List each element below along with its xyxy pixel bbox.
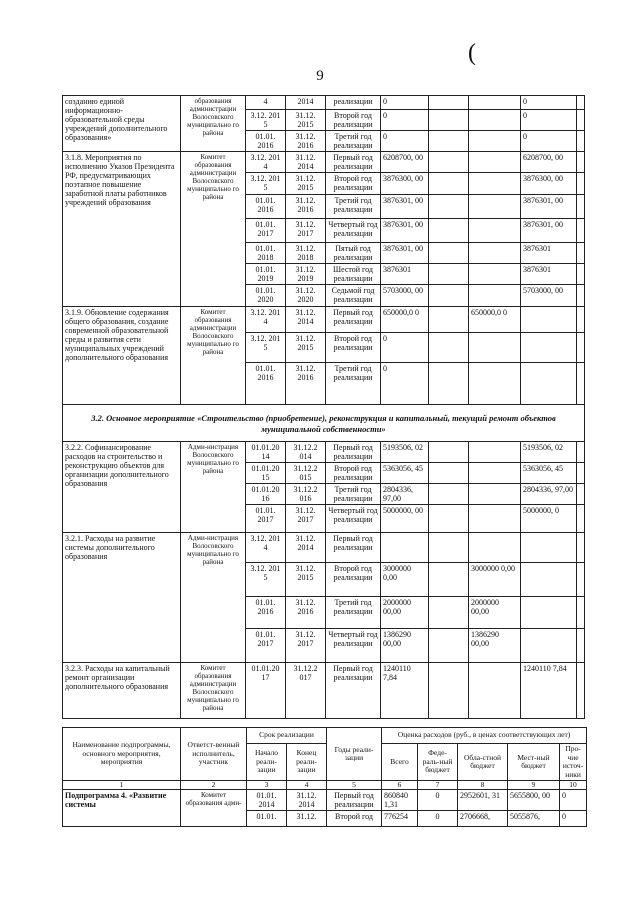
end-date: 31.12. 2017 (286, 505, 326, 533)
local-amount (521, 629, 577, 663)
header-costs: Оценка расходов (руб., в ценах соответствующих лет) (382, 728, 587, 744)
regional-amount (469, 442, 521, 463)
federal-amount (429, 307, 469, 333)
col-number: 2 (181, 781, 247, 790)
federal-amount (429, 505, 469, 533)
start-date: 01.01. (247, 811, 287, 827)
executor: Комитет образования администрации Волосовского муниципально го района (181, 152, 246, 307)
start-date: 01.01. 2018 (246, 243, 286, 264)
end-date: 31.12. 2020 (286, 285, 326, 307)
other-amount (577, 195, 585, 219)
start-date: 01.01. 2017 (246, 629, 286, 663)
local-amount: 1240110 7,84 (521, 663, 577, 719)
local-amount: 0 (521, 110, 577, 131)
total-amount: 776254 (382, 811, 418, 827)
end-date: 31.12. 2016 (286, 131, 326, 152)
federal-amount (429, 152, 469, 173)
total-amount: 0 (381, 131, 429, 152)
other-amount (577, 285, 585, 307)
local-amount: 3876301 (521, 264, 577, 285)
regional-amount (469, 505, 521, 533)
end-date: 31.12. 2015 (286, 110, 326, 131)
end-date: 2014 (286, 96, 326, 110)
federal-amount: 0 (418, 811, 458, 827)
total-amount: 3876301, 00 (381, 219, 429, 243)
table-row (63, 307, 585, 333)
header-total: Всего (382, 744, 418, 781)
local-amount: 5193506, 02 (521, 442, 577, 463)
col-number: 8 (458, 781, 508, 790)
header-regional: Обла-стной бюджет (458, 744, 508, 781)
regional-amount (469, 131, 521, 152)
activity-name: созданию единой информационно-образовательной среды учреждений дополнительного образования» (63, 96, 181, 152)
regional-amount: 2000000 00,00 (469, 597, 521, 629)
header-start: Начало реали-зации (247, 744, 287, 781)
start-date: 01.01. 2017 (246, 505, 286, 533)
implementation-year: Третий год реализации (326, 363, 381, 405)
executor: Адми-нистрация Волосовского муниципально го района (181, 442, 246, 533)
other-amount (577, 152, 585, 173)
regional-amount (469, 463, 521, 484)
start-date: 4 (246, 96, 286, 110)
start-date: 01.01. 2019 (246, 264, 286, 285)
implementation-year: Третий год реализации (326, 597, 381, 629)
activity-name: 3.1.9. Обновление содержания общего образования, создание современной образовательной среды и развития сети муниципальных учреждений дополнительного образования (63, 307, 181, 405)
local-amount: 3876300, 00 (521, 173, 577, 195)
executor: Комитет образования администрации Волосовского муниципально го района (181, 307, 246, 405)
local-amount: 3876301 (521, 243, 577, 264)
activity-name: 3.2.1. Расходы на развитие системы дополнительного образования (63, 533, 181, 663)
end-date: 31.12. 2016 (286, 597, 326, 629)
regional-amount (469, 110, 521, 131)
implementation-year: Второй год реализации (326, 563, 381, 597)
start-date: 01.01. 2020 (246, 285, 286, 307)
local-amount (521, 307, 577, 333)
implementation-year: Первый год реализации (326, 152, 381, 173)
implementation-year: Шестой год реализации (326, 264, 381, 285)
end-date: 31.12. 2014 (286, 307, 326, 333)
total-amount: 5363056, 45 (381, 463, 429, 484)
local-amount (521, 333, 577, 363)
end-date: 31.12. 2014 (286, 533, 326, 563)
end-date: 31.12. 2017 (286, 219, 326, 243)
end-date: 31.12. 2019 (286, 264, 326, 285)
regional-amount: 2706668, (458, 811, 508, 827)
start-date: 01.01.20 16 (246, 484, 286, 505)
end-date: 31.12.2 014 (286, 442, 326, 463)
federal-amount (429, 195, 469, 219)
end-date: 31.12.2 016 (286, 484, 326, 505)
local-amount: 5703000, 00 (521, 285, 577, 307)
program-table-bottom (62, 727, 587, 827)
total-amount: 2000000 00,00 (381, 597, 429, 629)
regional-amount: 1386290 00,00 (469, 629, 521, 663)
federal-amount (429, 333, 469, 363)
total-amount: 0 (381, 110, 429, 131)
end-date: 31.12. 2014 (287, 790, 327, 811)
local-amount (521, 533, 577, 563)
federal-amount (429, 563, 469, 597)
federal-amount (429, 243, 469, 264)
end-date: 31.12. 2018 (286, 243, 326, 264)
start-date: 01.01.20 14 (246, 442, 286, 463)
federal-amount (429, 629, 469, 663)
federal-amount (429, 663, 469, 719)
other-amount (577, 597, 585, 629)
federal-amount (429, 285, 469, 307)
federal-amount (429, 484, 469, 505)
regional-amount (469, 243, 521, 264)
other-amount (577, 131, 585, 152)
local-amount: 5000000, 0 (521, 505, 577, 533)
corner-mark: ( (468, 40, 476, 66)
local-amount: 5655800, 00 (508, 790, 560, 811)
table-row (63, 442, 585, 463)
total-amount: 2804336, 97,00 (381, 484, 429, 505)
start-date: 3.12. 201 4 (246, 152, 286, 173)
local-amount: 0 (521, 96, 577, 110)
regional-amount (469, 363, 521, 405)
total-amount: 0 (381, 363, 429, 405)
regional-amount (469, 484, 521, 505)
other-amount (577, 442, 585, 463)
regional-amount (469, 96, 521, 110)
total-amount: 5193506, 02 (381, 442, 429, 463)
implementation-year: Первый год реализации (326, 307, 381, 333)
executor: Комитет образования адми- (181, 790, 247, 827)
start-date: 01.01.20 15 (246, 463, 286, 484)
total-amount: 1386290 00,00 (381, 629, 429, 663)
start-date: 3.12. 201 5 (246, 173, 286, 195)
other-amount (577, 333, 585, 363)
implementation-year: Пятый год реализации (326, 243, 381, 264)
other-amount (577, 307, 585, 333)
end-date: 31.12. 2014 (286, 152, 326, 173)
activity-name: 3.1.8. Мероприятия по исполнению Указов Президента РФ, предусматривающих поэтапное повышение заработной платы работников учреждений образования (63, 152, 181, 307)
table-row (63, 152, 585, 173)
activity-name: Подпрограмма 4. «Развитие системы (63, 790, 181, 827)
table-row (63, 96, 585, 110)
executor: Адми-нистрация Волосовского муниципально го района (181, 533, 246, 663)
total-amount: 5000000, 00 (381, 505, 429, 533)
col-number: 5 (327, 781, 382, 790)
total-amount: 3876301, 00 (381, 195, 429, 219)
section-heading-row (63, 405, 585, 442)
regional-amount (469, 219, 521, 243)
federal-amount (429, 131, 469, 152)
implementation-year: Третий год реализации (326, 484, 381, 505)
federal-amount: 0 (418, 790, 458, 811)
implementation-year: Второй год реализации (326, 173, 381, 195)
start-date: 01.01. 2016 (246, 131, 286, 152)
implementation-year: Четвертый год реализации (326, 219, 381, 243)
local-amount: 3876301, 00 (521, 195, 577, 219)
federal-amount (429, 533, 469, 563)
other-amount (577, 484, 585, 505)
start-date: 3.12. 201 5 (246, 333, 286, 363)
other-amount (577, 533, 585, 563)
header-executor: Ответст-венный исполнитель, участник (181, 728, 247, 781)
regional-amount (469, 264, 521, 285)
federal-amount (429, 110, 469, 131)
other-amount (577, 629, 585, 663)
table-row (63, 790, 587, 811)
federal-amount (429, 219, 469, 243)
col-number: 6 (382, 781, 418, 790)
header-name: Наименование подпрограммы, основного мероприятия, мероприятия (63, 728, 181, 781)
executor: образования администрации Волосовского муниципально го района (181, 96, 246, 152)
other-amount (577, 219, 585, 243)
col-number: 10 (560, 781, 587, 790)
regional-amount (469, 195, 521, 219)
other-amount: 0 (560, 811, 587, 827)
federal-amount (429, 597, 469, 629)
local-amount: 5363056, 45 (521, 463, 577, 484)
implementation-year: Второй год реализации (326, 333, 381, 363)
other-amount (577, 463, 585, 484)
col-number: 3 (247, 781, 287, 790)
col-number: 1 (63, 781, 181, 790)
other-amount (577, 173, 585, 195)
other-amount (577, 243, 585, 264)
table-row (63, 663, 585, 719)
implementation-year: Второй год (327, 811, 382, 827)
header-end: Конец реали-зации (287, 744, 327, 781)
header-federal: Феде-раль-ный бюджет (418, 744, 458, 781)
other-amount (577, 96, 585, 110)
total-amount: 5703000, 00 (381, 285, 429, 307)
implementation-year: Второй год реализации (326, 463, 381, 484)
end-date: 31.12. 2015 (286, 173, 326, 195)
executor: Комитет образования администрации Волосовского муниципально го района (181, 663, 246, 719)
total-amount: 0 (381, 333, 429, 363)
implementation-year: Первый год реализации (326, 533, 381, 563)
total-amount: 3876301 (381, 264, 429, 285)
end-date: 31.12. (287, 811, 327, 827)
total-amount: 860840 1,31 (382, 790, 418, 811)
local-amount (521, 363, 577, 405)
start-date: 01.01. 2016 (246, 195, 286, 219)
local-amount: 2804336, 97,00 (521, 484, 577, 505)
implementation-year: Первый год реализации (326, 442, 381, 463)
federal-amount (429, 96, 469, 110)
implementation-year: Второй год реализации (326, 110, 381, 131)
federal-amount (429, 463, 469, 484)
other-amount (577, 505, 585, 533)
start-date: 01.01. 2014 (247, 790, 287, 811)
total-amount: 3876300, 00 (381, 173, 429, 195)
end-date: 31.12.2 017 (286, 663, 326, 719)
page-number: 9 (316, 68, 324, 84)
other-amount (577, 264, 585, 285)
total-amount: 1240110 7,84 (381, 663, 429, 719)
start-date: 01.01.20 17 (246, 663, 286, 719)
implementation-year: Первый год реализации (327, 790, 382, 811)
start-date: 3.12. 201 4 (246, 533, 286, 563)
other-amount (577, 110, 585, 131)
federal-amount (429, 264, 469, 285)
regional-amount (469, 173, 521, 195)
end-date: 31.12. 2017 (286, 629, 326, 663)
implementation-year: Третий год реализации (326, 131, 381, 152)
end-date: 31.12. 2015 (286, 333, 326, 363)
implementation-year: Первый год реализации (326, 663, 381, 719)
program-table-top (62, 95, 585, 719)
end-date: 31.12. 2016 (286, 363, 326, 405)
header-years: Годы реали-зации (327, 728, 382, 781)
other-amount (577, 663, 585, 719)
regional-amount (469, 152, 521, 173)
regional-amount (469, 663, 521, 719)
implementation-year: Четвертый год реализации (326, 505, 381, 533)
header-local: Мест-ный бюджет (508, 744, 560, 781)
start-date: 3.12. 201 5 (246, 110, 286, 131)
other-amount (577, 563, 585, 597)
total-amount: 650000,0 0 (381, 307, 429, 333)
federal-amount (429, 363, 469, 405)
regional-amount: 3000000 0,00 (469, 563, 521, 597)
table-row (63, 533, 585, 563)
local-amount: 5055876, (508, 811, 560, 827)
local-amount: 6208700, 00 (521, 152, 577, 173)
col-number: 7 (418, 781, 458, 790)
regional-amount (469, 285, 521, 307)
total-amount (381, 533, 429, 563)
start-date: 3.12. 201 5 (246, 563, 286, 597)
local-amount: 0 (521, 131, 577, 152)
col-number: 9 (508, 781, 560, 790)
end-date: 31.12.2 015 (286, 463, 326, 484)
start-date: 01.01. 2016 (246, 597, 286, 629)
section-heading: 3.2. Основное мероприятие «Строительство (приобретение), реконструкция и капитальный, текущий ремонт объектов муниципальной собственности» (63, 405, 585, 442)
start-date: 01.01. 2016 (246, 363, 286, 405)
other-amount (577, 363, 585, 405)
implementation-year: реализации (326, 96, 381, 110)
col-number: 4 (287, 781, 327, 790)
regional-amount (469, 533, 521, 563)
total-amount: 0 (381, 96, 429, 110)
activity-name: 3.2.2. Софинансирование расходов на строительство и реконструкцию объектов для организации дополнительного образования (63, 442, 181, 533)
implementation-year: Седьмой год реализации (326, 285, 381, 307)
total-amount: 6208700, 00 (381, 152, 429, 173)
start-date: 01.01. 2017 (246, 219, 286, 243)
regional-amount (469, 333, 521, 363)
header-other: Про-чие источ-ники (560, 744, 587, 781)
total-amount: 3876301, 00 (381, 243, 429, 264)
federal-amount (429, 173, 469, 195)
local-amount: 3876301, 00 (521, 219, 577, 243)
other-amount: 0 (560, 790, 587, 811)
end-date: 31.12. 2015 (286, 563, 326, 597)
implementation-year: Четвертый год реализации (326, 629, 381, 663)
header-period: Срок реализации (247, 728, 327, 744)
local-amount (521, 563, 577, 597)
implementation-year: Третий год реализации (326, 195, 381, 219)
local-amount (521, 597, 577, 629)
total-amount: 3000000 0,00 (381, 563, 429, 597)
regional-amount: 650000,0 0 (469, 307, 521, 333)
federal-amount (429, 442, 469, 463)
regional-amount: 2952601, 31 (458, 790, 508, 811)
start-date: 3.12. 201 4 (246, 307, 286, 333)
activity-name: 3.2.3. Расходы на капитальный ремонт организации дополнительного образования (63, 663, 181, 719)
end-date: 31.12. 2016 (286, 195, 326, 219)
